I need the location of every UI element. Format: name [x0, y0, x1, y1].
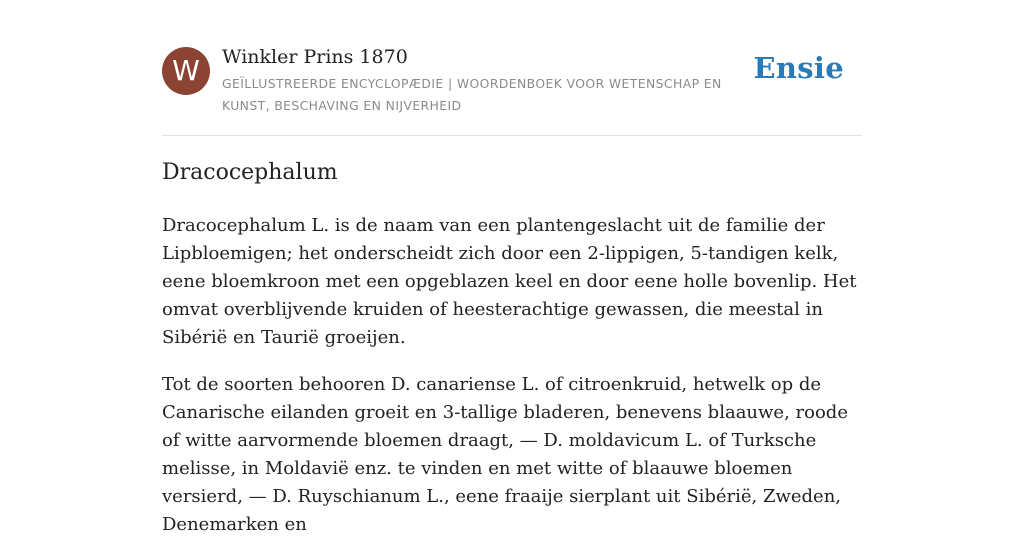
source-title[interactable]: Winkler Prins 1870 [222, 46, 408, 68]
header-divider [162, 135, 862, 136]
article-paragraph: Tot de soorten behooren D. canariense L. of citroenkruid, hetwelk op de Canarische eilanden groeit en 3-tallige bladeren, benevens blaauwe, roode of witte aarvormende bloemen draagt, — D. moldavicum L. of Turksche melisse, in Moldavië enz. te vinden en met witte of blaauwe bloemen versierd, — D. Ruyschianum L., eene fraaije sierplant uit Sibérië, Zweden, Denemarken en [162, 374, 848, 535]
article-body [162, 212, 862, 558]
source-header [162, 46, 862, 136]
article-paragraph: Dracocephalum L. is de naam van een plantengeslacht uit de familie der Lipbloemigen; het onderscheidt zich door een 2-lippigen, 5-tandigen kelk, eene bloemkroon met een opgeblazen keel en door eene holle bovenlip. Het omvat overblijvende kruiden of heesterachtige gewassen, die meestal in Sibérië en Taurië groeijen. [162, 215, 857, 348]
avatar[interactable]: W [162, 47, 210, 95]
page-title: Dracocephalum [162, 160, 338, 185]
ensie-logo[interactable]: Ensie [753, 51, 844, 85]
source-subtitle: GEÏLLUSTREERDE ENCYCLOPÆDIE | WOORDENBOEK VOOR WETENSCHAP EN KUNST, BESCHAVING EN NIJVERHEID [222, 76, 722, 113]
